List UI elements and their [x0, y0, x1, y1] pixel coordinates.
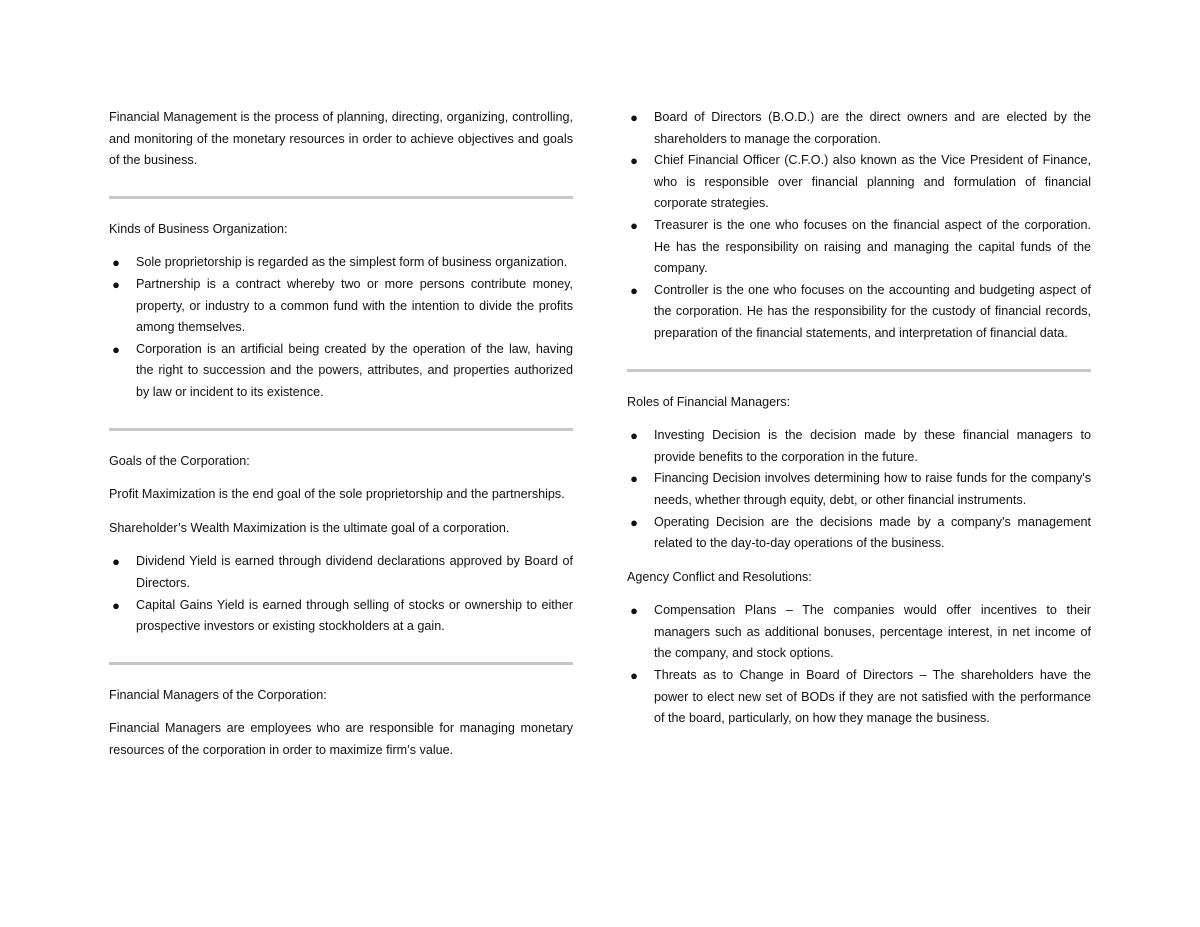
- list-item: ● Dividend Yield is earned through dividend declarations approved by Board of Directors.: [109, 551, 573, 594]
- list-item: ● Threats as to Change in Board of Directors – The shareholders have the power to elect new set of BODs if they are not satisfied with the performance of the board, particularly, on how they manage the business.: [627, 665, 1091, 730]
- right-column: [627, 107, 1091, 742]
- list-item: ● Capital Gains Yield is earned through selling of stocks or ownership to either prospective investors or existing stockholders at a gain.: [109, 595, 573, 638]
- bullet-icon: ●: [630, 471, 638, 487]
- section-divider: [109, 428, 573, 431]
- list-item: ● Partnership is a contract whereby two or more persons contribute money, property, or industry to a common fund with the intention to divide the profits among themselves.: [109, 274, 573, 339]
- bullet-icon: ●: [112, 554, 120, 570]
- bullet-icon: ●: [112, 276, 120, 292]
- roles-list: [627, 425, 1091, 555]
- list-item: ● Compensation Plans – The companies would offer incentives to their managers such as additional bonuses, percentage interest, in net income of the company, and stock options.: [627, 600, 1091, 665]
- list-item: ● Operating Decision are the decisions made by a company's management related to the day-to-day operations of the business.: [627, 512, 1091, 555]
- managers-paragraph: Financial Managers are employees who are responsible for managing monetary resources of the corporation in order to maximize firm’s value.: [109, 721, 573, 757]
- bullet-icon: ●: [112, 341, 120, 357]
- section-divider: [109, 662, 573, 665]
- agency-heading: Agency Conflict and Resolutions:: [627, 569, 812, 584]
- wealth-maximization-paragraph: Shareholder’s Wealth Maximization is the ultimate goal of a corporation.: [109, 520, 510, 535]
- bullet-icon: ●: [630, 603, 638, 619]
- intro-paragraph: Financial Management is the process of planning, directing, organizing, controlling, and monitoring of the monetary resources in order to achieve objectives and goals of the business.: [109, 110, 573, 168]
- list-item: ● Investing Decision is the decision made by these financial managers to provide benefits to the corporation in the future.: [627, 425, 1091, 468]
- section-divider: [627, 369, 1091, 372]
- bullet-icon: ●: [630, 282, 638, 298]
- bullet-icon: ●: [112, 255, 120, 271]
- profit-maximization-paragraph: Profit Maximization is the end goal of the sole proprietorship and the partnerships.: [109, 487, 565, 502]
- list-item: ● Chief Financial Officer (C.F.O.) also known as the Vice President of Finance, who is responsible over financial planning and formulation of financial corporate strategies.: [627, 150, 1091, 215]
- agency-list: [627, 600, 1091, 730]
- kinds-list: [109, 252, 573, 403]
- list-item: ● Sole proprietorship is regarded as the simplest form of business organization.: [109, 252, 573, 274]
- managers-heading: Financial Managers of the Corporation:: [109, 687, 327, 702]
- section-divider: [109, 196, 573, 199]
- officers-list: [627, 107, 1091, 345]
- goals-heading: Goals of the Corporation:: [109, 453, 250, 468]
- goals-list: [109, 551, 573, 637]
- bullet-icon: ●: [630, 668, 638, 684]
- left-column: [109, 107, 573, 761]
- list-item: ● Financing Decision involves determining how to raise funds for the company's needs, whether through equity, debt, or other financial instruments.: [627, 468, 1091, 511]
- bullet-icon: ●: [112, 597, 120, 613]
- roles-heading: Roles of Financial Managers:: [627, 394, 791, 409]
- bullet-icon: ●: [630, 153, 638, 169]
- bullet-icon: ●: [630, 217, 638, 233]
- bullet-icon: ●: [630, 514, 638, 530]
- list-item: ● Controller is the one who focuses on the accounting and budgeting aspect of the corporation. He has the responsibility for the custody of financial records, preparation of the financial statements, and interpretation of financial data.: [627, 280, 1091, 345]
- bullet-icon: ●: [630, 110, 638, 125]
- list-item: ● Board of Directors (B.O.D.) are the direct owners and are elected by the shareholders to manage the corporation.: [627, 107, 1091, 150]
- list-item: ● Treasurer is the one who focuses on the financial aspect of the corporation. He has the responsibility on raising and managing the capital funds of the company.: [627, 215, 1091, 280]
- list-item: ● Corporation is an artificial being created by the operation of the law, having the right to succession and the powers, attributes, and properties authorized by law or incident to its existence.: [109, 339, 573, 404]
- bullet-icon: ●: [630, 428, 638, 444]
- kinds-heading: Kinds of Business Organization:: [109, 221, 288, 236]
